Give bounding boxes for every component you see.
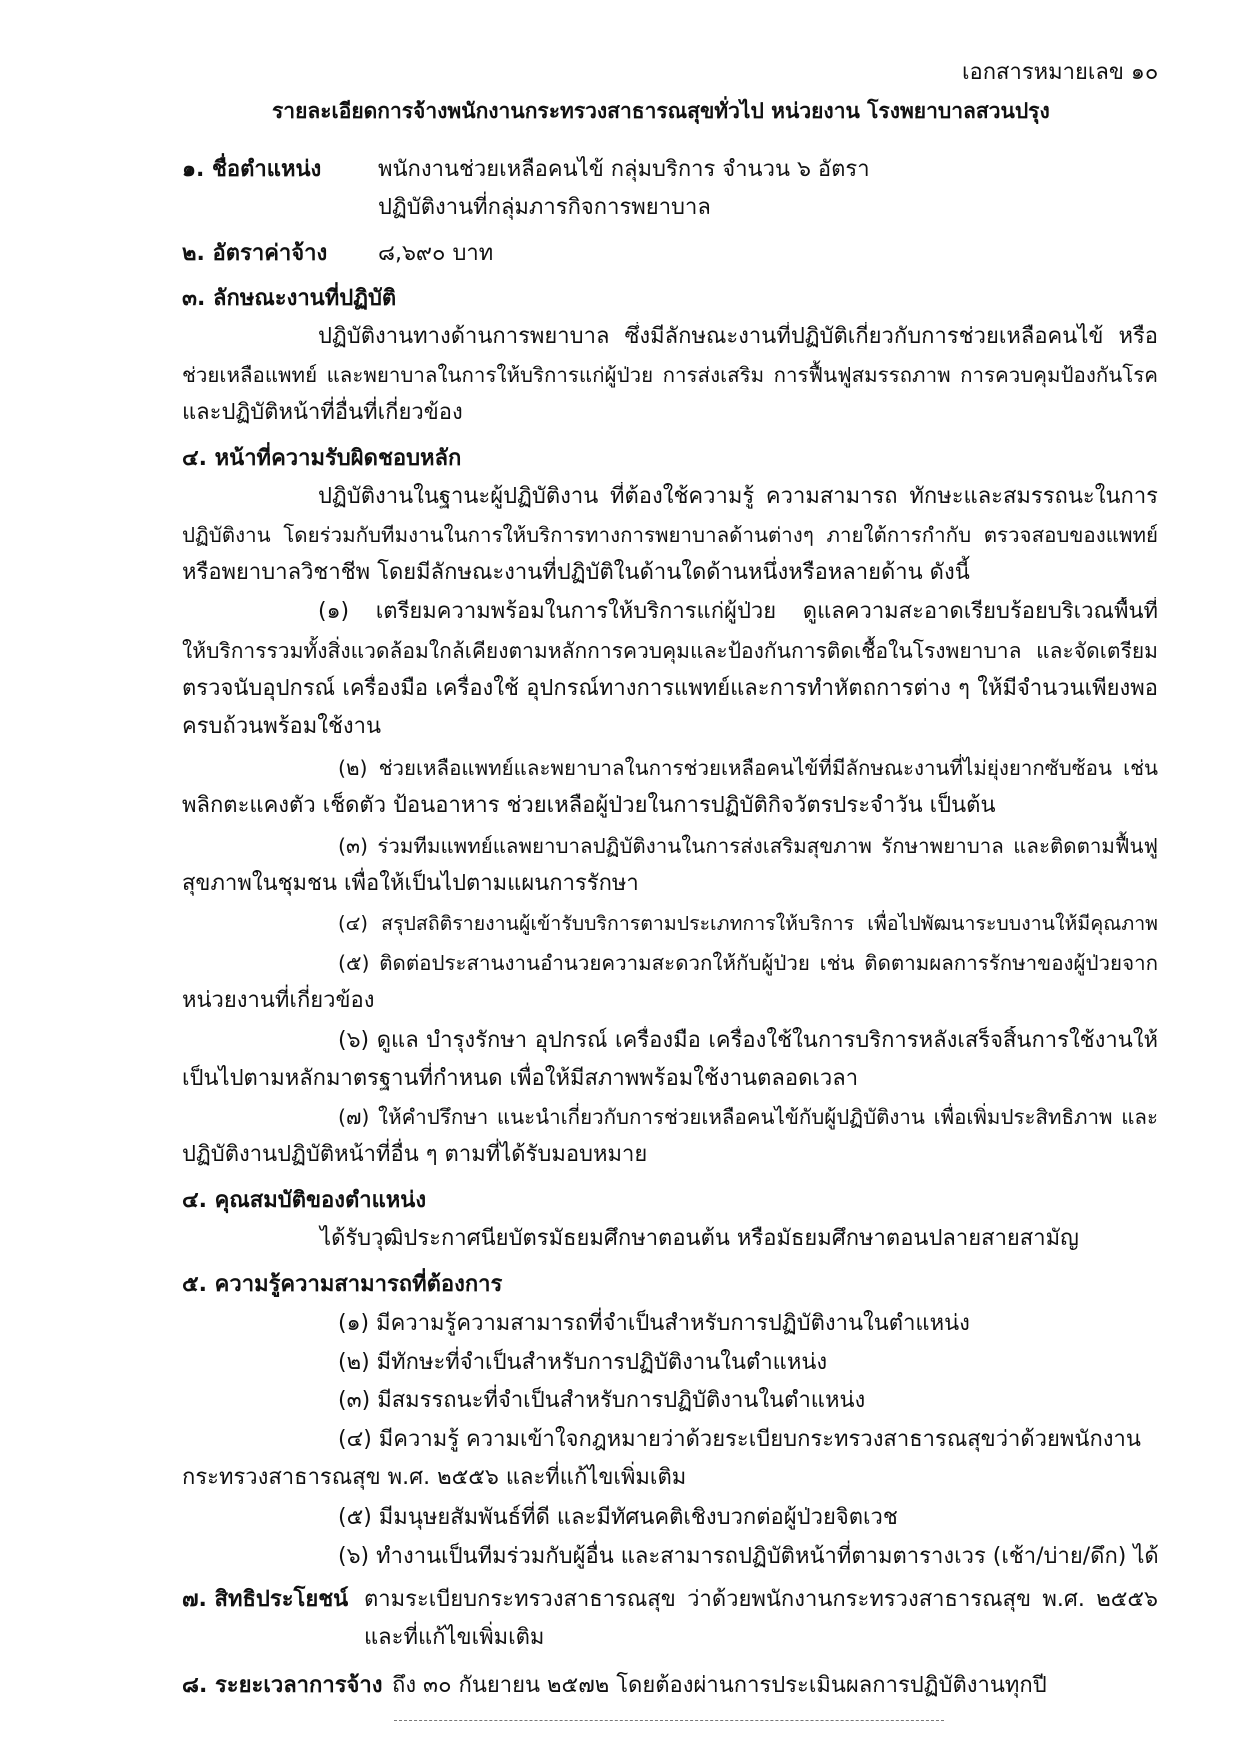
duty-1-line-4: ครบถ้วนพร้อมใช้งาน xyxy=(182,714,382,739)
wage-value: ๘,๖๙๐ บาท xyxy=(378,241,494,266)
employment-period-label: ๘. ระยะเวลาการจ้าง xyxy=(182,1673,383,1698)
knowledge-heading: ๕. ความรู้ความสามารถที่ต้องการ xyxy=(182,1272,503,1297)
responsibilities-intro-line-2: ปฏิบัติงาน โดยร่วมกับทีมงานในการให้บริการทางการพยาบาลด้านต่างๆ ภายใต้การกำกับ ตรวจสอบของแพทย์ xyxy=(182,523,1158,547)
responsibilities-heading: ๔. หน้าที่ความรับผิดชอบหลัก xyxy=(182,446,462,471)
duty-7-line-2: ปฏิบัติงานปฏิบัติหน้าที่อื่น ๆ ตามที่ได้รับมอบหมาย xyxy=(182,1142,648,1167)
position-name-label: ๑. ชื่อตำแหน่ง xyxy=(182,157,322,182)
wage-label: ๒. อัตราค่าจ้าง xyxy=(182,241,328,266)
duty-3-line-2: สุขภาพในชุมชน เพื่อให้เป็นไปตามแผนการรักษา xyxy=(182,871,639,896)
job-nature-line-1: ปฏิบัติงานทางด้านการพยาบาล ซึ่งมีลักษณะงานที่ปฏิบัติเกี่ยวกับการช่วยเหลือคนไข้ หรือ xyxy=(318,324,1158,349)
duty-5-line-1: (๕) ติดต่อประสานงานอำนวยความสะดวกให้กับผู้ป่วย เช่น ติดตามผลการรักษาของผู้ป่วยจาก xyxy=(338,951,1158,975)
job-nature-line-3: และปฏิบัติหน้าที่อื่นที่เกี่ยวข้อง xyxy=(182,400,463,425)
knowledge-item-4-line-1: (๔) มีความรู้ ความเข้าใจกฎหมายว่าด้วยระเบียบกระทรวงสาธารณสุขว่าด้วยพนักงาน xyxy=(338,1427,1141,1452)
responsibilities-intro-line-1: ปฏิบัติงานในฐานะผู้ปฏิบัติงาน ที่ต้องใช้ความรู้ ความสามารถ ทักษะและสมรรถนะในการ xyxy=(318,484,1158,509)
duty-6-line-2: เป็นไปตามหลักมาตรฐานที่กำหนด เพื่อให้มีสภาพพร้อมใช้งานตลอดเวลา xyxy=(182,1066,859,1091)
qualifications-heading: ๔. คุณสมบัติของตำแหน่ง xyxy=(182,1188,427,1213)
duty-6-line-1: (๖) ดูแล บำรุงรักษา อุปกรณ์ เครื่องมือ เครื่องใช้ในการบริการหลังเสร็จสิ้นการใช้งานให้ xyxy=(338,1028,1158,1053)
position-name-line-1: พนักงานช่วยเหลือคนไข้ กลุ่มบริการ จำนวน ๖ อัตรา xyxy=(378,157,870,182)
duty-4-line-1: (๔) สรุปสถิติรายงานผู้เข้ารับบริการตามประเภทการให้บริการ เพื่อไปพัฒนาระบบงานให้มีคุณภาพ xyxy=(338,912,1158,935)
benefits-label: ๗. สิทธิประโยชน์ xyxy=(182,1587,349,1612)
knowledge-item-6: (๖) ทำงานเป็นทีมร่วมกับผู้อื่น และสามารถปฏิบัติหน้าที่ตามตารางเวร (เช้า/บ่าย/ดึก) ได้ xyxy=(338,1544,1159,1569)
duty-3-line-1: (๓) ร่วมทีมแพทย์แลพยาบาลปฏิบัติงานในการส่งเสริมสุขภาพ รักษาพยาบาล และติดตามฟื้นฟู xyxy=(338,834,1158,858)
footer-divider xyxy=(394,1720,944,1721)
responsibilities-intro-line-3: หรือพยาบาลวิชาชีพ โดยมีลักษณะงานที่ปฏิบัติในด้านใดด้านหนึ่งหรือหลายด้าน ดังนี้ xyxy=(182,560,970,585)
knowledge-item-4-line-2: กระทรวงสาธารณสุข พ.ศ. ๒๕๕๖ และที่แก้ไขเพิ่มเติม xyxy=(182,1465,687,1490)
duty-1-line-3: ตรวจนับอุปกรณ์ เครื่องมือ เครื่องใช้ อุปกรณ์ทางการแพทย์และการทำหัตถการต่าง ๆ ให้มีจำนวนเพียงพอ xyxy=(182,676,1158,701)
duty-7-line-1: (๗) ให้คำปรึกษา แนะนำเกี่ยวกับการช่วยเหลือคนไข้กับผู้ปฏิบัติงาน เพื่อเพิ่มประสิทธิภาพ และ xyxy=(338,1105,1158,1129)
job-nature-heading: ๓. ลักษณะงานที่ปฏิบัติ xyxy=(182,286,397,311)
duty-5-line-2: หน่วยงานที่เกี่ยวข้อง xyxy=(182,988,375,1013)
duty-2-line-2: พลิกตะแคงตัว เช็ดตัว ป้อนอาหาร ช่วยเหลือผู้ป่วยในการปฏิบัติกิจวัตรประจำวัน เป็นต้น xyxy=(182,793,996,818)
employment-period-text: ถึง ๓๐ กันยายน ๒๕๗๒ โดยต้องผ่านการประเมินผลการปฏิบัติงานทุกปี xyxy=(392,1673,1047,1698)
knowledge-item-3: (๓) มีสมรรถนะที่จำเป็นสำหรับการปฏิบัติงานในตำแหน่ง xyxy=(338,1388,866,1413)
position-name-line-2: ปฏิบัติงานที่กลุ่มภารกิจการพยาบาล xyxy=(378,195,711,220)
document-title: รายละเอียดการจ้างพนักงานกระทรวงสาธารณสุขทั่วไป หน่วยงาน โรงพยาบาลสวนปรุง xyxy=(272,99,1050,123)
benefits-line-1: ตามระเบียบกระทรวงสาธารณสุข ว่าด้วยพนักงานกระทรวงสาธารณสุข พ.ศ. ๒๕๕๖ xyxy=(364,1587,1158,1612)
benefits-line-2: และที่แก้ไขเพิ่มเติม xyxy=(364,1625,545,1650)
duty-1-line-1: (๑) เตรียมความพร้อมในการให้บริการแก่ผู้ป่วย ดูแลความสะอาดเรียบร้อยบริเวณพื้นที่ xyxy=(318,599,1158,624)
knowledge-item-5: (๕) มีมนุษยสัมพันธ์ที่ดี และมีทัศนคติเชิงบวกต่อผู้ป่วยจิตเวช xyxy=(338,1505,898,1530)
job-nature-line-2: ช่วยเหลือแพทย์ และพยาบาลในการให้บริการแก่ผู้ป่วย การส่งเสริม การฟื้นฟูสมรรถภาพ การควบคุมป้องกันโรค xyxy=(182,363,1158,387)
duty-1-line-2: ให้บริการรวมทั้งสิ่งแวดล้อมใกล้เคียงตามหลักการควบคุมและป้องกันการติดเชื้อในโรงพยาบาล และจัดเตรียม xyxy=(182,639,1158,663)
document-number: เอกสารหมายเลข ๑๐ xyxy=(962,60,1159,85)
qualifications-text: ได้รับวุฒิประกาศนียบัตรมัธยมศึกษาตอนต้น หรือมัธยมศึกษาตอนปลายสายสามัญ xyxy=(320,1226,1079,1251)
knowledge-item-1: (๑) มีความรู้ความสามารถที่จำเป็นสำหรับการปฏิบัติงานในตำแหน่ง xyxy=(338,1311,970,1336)
duty-2-line-1: (๒) ช่วยเหลือแพทย์และพยาบาลในการช่วยเหลือคนไข้ที่มีลักษณะงานที่ไม่ยุ่งยากซับซ้อน เช่น xyxy=(338,756,1158,780)
knowledge-item-2: (๒) มีทักษะที่จำเป็นสำหรับการปฏิบัติงานในตำแหน่ง xyxy=(338,1350,828,1375)
